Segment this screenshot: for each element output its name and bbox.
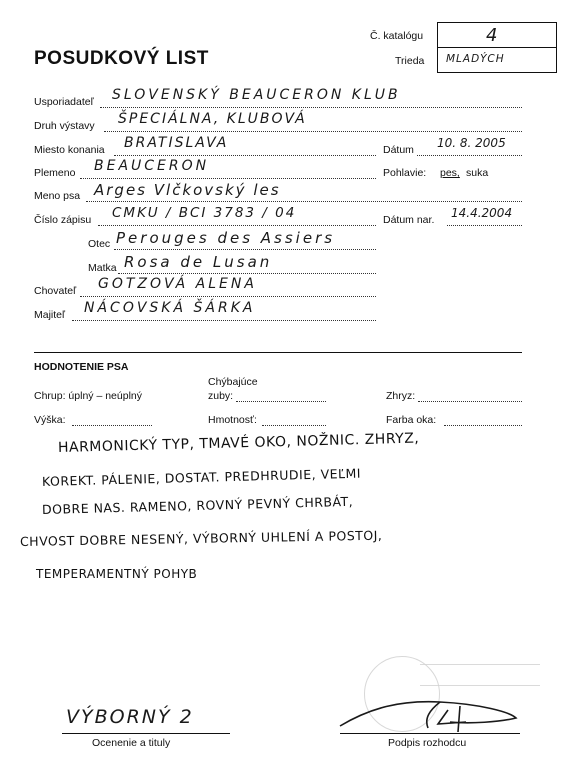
place-label: Miesto konania (34, 144, 105, 156)
sire-line (114, 249, 376, 250)
dam-line (118, 273, 376, 274)
breed-value: BEAUCERON (94, 158, 210, 174)
show-type-line (104, 131, 522, 132)
missing-teeth-label-1: Chýbajúce (208, 376, 258, 388)
judge-label: Podpis rozhodcu (388, 737, 467, 749)
catalog-label: Č. katalógu (370, 30, 424, 42)
organizer-line (100, 107, 522, 108)
dam-label: Matka (88, 262, 117, 274)
bite-label: Zhryz: (386, 390, 416, 402)
breeder-label: Chovateľ (34, 285, 77, 297)
weight-line (262, 425, 326, 426)
dob-line (447, 225, 522, 226)
breeder-line (80, 296, 376, 297)
sex-option-female: suka (466, 167, 489, 179)
date-line (417, 155, 522, 156)
reg-value: CMKU / BCI 3783 / 04 (112, 205, 297, 221)
class-label: Trieda (395, 55, 425, 67)
rating-label: Ocenenie a tituly (92, 737, 171, 749)
breed-label: Plemeno (34, 167, 76, 179)
breeder-value: GOTZOVÁ ALENA (98, 276, 257, 292)
dog-name-value: Arges Vlčkovský les (94, 181, 281, 199)
catalog-value: 4 (486, 25, 498, 46)
date-value: 10. 8. 2005 (437, 136, 506, 150)
owner-value: NÁCOVSKÁ ŠÁRKA (84, 300, 256, 316)
bite-line (418, 401, 522, 402)
note-line-3: DOBRE NAS. RAMENO, ROVNÝ PEVNÝ CHRBÁT, (41, 493, 354, 517)
missing-teeth-label-2: zuby: (208, 390, 234, 402)
evaluation-heading: HODNOTENIE PSA (34, 361, 129, 373)
missing-teeth-line (236, 401, 326, 402)
dob-value: 14.4.2004 (451, 206, 513, 220)
sex-label: Pohlavie: (383, 167, 427, 179)
place-value: BRATISLAVA (124, 135, 229, 151)
date-label: Dátum (383, 144, 414, 156)
dob-label: Dátum nar. (383, 214, 435, 226)
breed-line (80, 178, 376, 179)
note-line-1: HARMONICKÝ TYP, TMAVÉ OKO, NOŽNIC. ZHRYZ, (57, 430, 420, 456)
teeth-label: Chrup: úplný – neúplný (34, 390, 142, 402)
height-label: Výška: (34, 414, 66, 426)
club-stamp-band (420, 664, 540, 686)
show-type-value: ŠPECIÁLNA, KLUBOVÁ (118, 111, 307, 127)
dog-name-label: Meno psa (34, 190, 81, 202)
class-value: MLADÝCH (446, 53, 505, 65)
judge-signature-line (340, 733, 520, 734)
show-type-label: Druh výstavy (34, 120, 95, 132)
organizer-label: Usporiadateľ (34, 96, 94, 108)
catalog-box (437, 22, 557, 48)
owner-label: Majiteľ (34, 309, 66, 321)
judge-signature (330, 688, 530, 738)
reg-line (98, 225, 376, 226)
reg-label: Číslo zápisu (34, 214, 92, 226)
note-line-5: TEMPERAMENTNÝ POHYB (36, 567, 198, 581)
weight-label: Hmotnosť: (208, 414, 257, 426)
eye-color-label: Farba oka: (386, 414, 437, 426)
sire-value: Perouges des Assiers (116, 229, 336, 247)
height-line (72, 425, 152, 426)
eye-color-line (444, 425, 522, 426)
owner-line (72, 320, 376, 321)
sex-option-male: pes, (440, 167, 460, 179)
sire-label: Otec (88, 238, 111, 250)
class-box (437, 47, 557, 73)
note-line-4: CHVOST DOBRE NESENÝ, VÝBORNÝ UHLENÍ A POSTOJ, (19, 527, 383, 549)
organizer-value: SLOVENSKÝ BEAUCERON KLUB (112, 87, 401, 103)
dog-name-line (86, 201, 522, 202)
note-line-2: KOREKT. PÁLENIE, DOSTAT. PREDHRUDIE, VEĽMI (41, 465, 362, 489)
dam-value: Rosa de Lusan (124, 253, 273, 271)
rating-line (62, 733, 230, 734)
form-title: POSUDKOVÝ LIST (34, 48, 209, 69)
place-line (114, 155, 376, 156)
rating-value: VÝBORNÝ 2 (66, 706, 194, 728)
section-divider (34, 352, 522, 353)
